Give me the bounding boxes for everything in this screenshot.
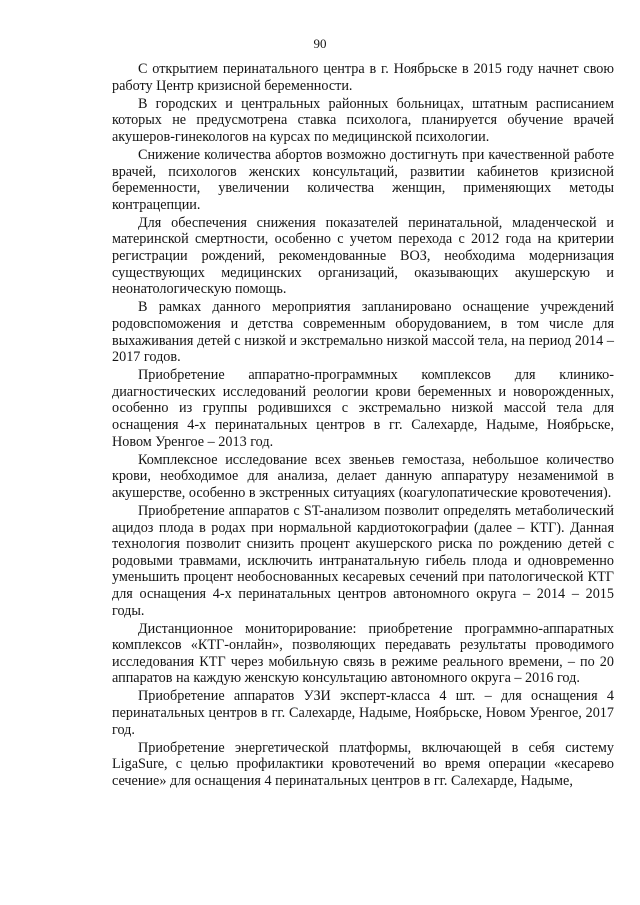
paragraph: Снижение количества абортов возможно достигнуть при качественной работе врачей, психологов женских консультаций, развитии кабинетов кризисной беременности, увеличении количества женщин, применяющих методы контрацепции.	[112, 146, 614, 213]
paragraph: Дистанционное мониторирование: приобретение программно-аппаратных комплексов «КТГ-онлайн», позволяющих передавать результаты проводимого исследования КТГ через мобильную связь в режиме реального времени, – по 20 аппаратов на каждую женскую консультацию автономного округа – 2016 год.	[112, 620, 614, 687]
page-number: 90	[313, 36, 327, 51]
paragraph: Для обеспечения снижения показателей перинатальной, младенческой и материнской смертности, особенно с учетом перехода с 2012 года на критерии регистрации рождений, рекомендованные ВОЗ, необходима модернизация существующих медицинских организаций, оказывающих акушерскую и неонатологическую помощь.	[112, 214, 614, 298]
paragraph: В рамках данного мероприятия запланировано оснащение учреждений родовспоможения и детства современным оборудованием, в том числе для выхаживания детей с низкой и экстремально низкой массой тела, на период 2014 – 2017 годов.	[112, 299, 614, 366]
body-text	[112, 61, 614, 791]
paragraph: В городских и центральных районных больницах, штатным расписанием которых не предусмотрена ставка психолога, планируется обучение врачей акушеров-гинекологов на курсах по медицинской психологии.	[112, 95, 614, 145]
paragraph: Приобретение аппаратно-программных комплексов для клинико-диагностических исследований реологии крови беременных и новорожденных, особенно из группы родившихся с экстремально низкой массой тела для оснащения 4-х перинатальных центров в гг. Салехарде, Надыме, Ноябрьске, Новом Уренгое – 2013 год.	[112, 367, 614, 450]
paragraph: Приобретение энергетической платформы, включающей в себя систему LigaSure, с целью профилактики кровотечений во время операции «кесарево сечение» для оснащения 4 перинатальных центров в гг. Салехарде, Надыме,	[112, 739, 614, 789]
paragraph: Приобретение аппаратов с ST-анализом позволит определять метаболический ацидоз плода в родах при нормальной кардиотокографии (далее – КТГ). Данная технология позволит снизить процент акушерского риска по рождению детей с родовыми травмами, исключить интранатальную гибель плода и одновременно уменьшить процент необоснованных кесаревых сечений при патологической КТГ для оснащения 4-х перинатальных центров автономного округа – 2014 – 2015 годы.	[112, 502, 614, 619]
paragraph: Приобретение аппаратов УЗИ эксперт-класса 4 шт. – для оснащения 4 перинатальных центров в гг. Салехарде, Надыме, Ноябрьске, Новом Уренгое, 2017 год.	[112, 688, 614, 738]
paragraph: С открытием перинатального центра в г. Ноябрьске в 2015 году начнет свою работу Центр кризисной беременности.	[112, 61, 614, 94]
paragraph: Комплексное исследование всех звеньев гемостаза, небольшое количество крови, необходимое для анализа, делает данную аппаратуру незаменимой в акушерстве, особенно в экстренных ситуациях (коагулопатические кровотечения).	[112, 451, 614, 501]
